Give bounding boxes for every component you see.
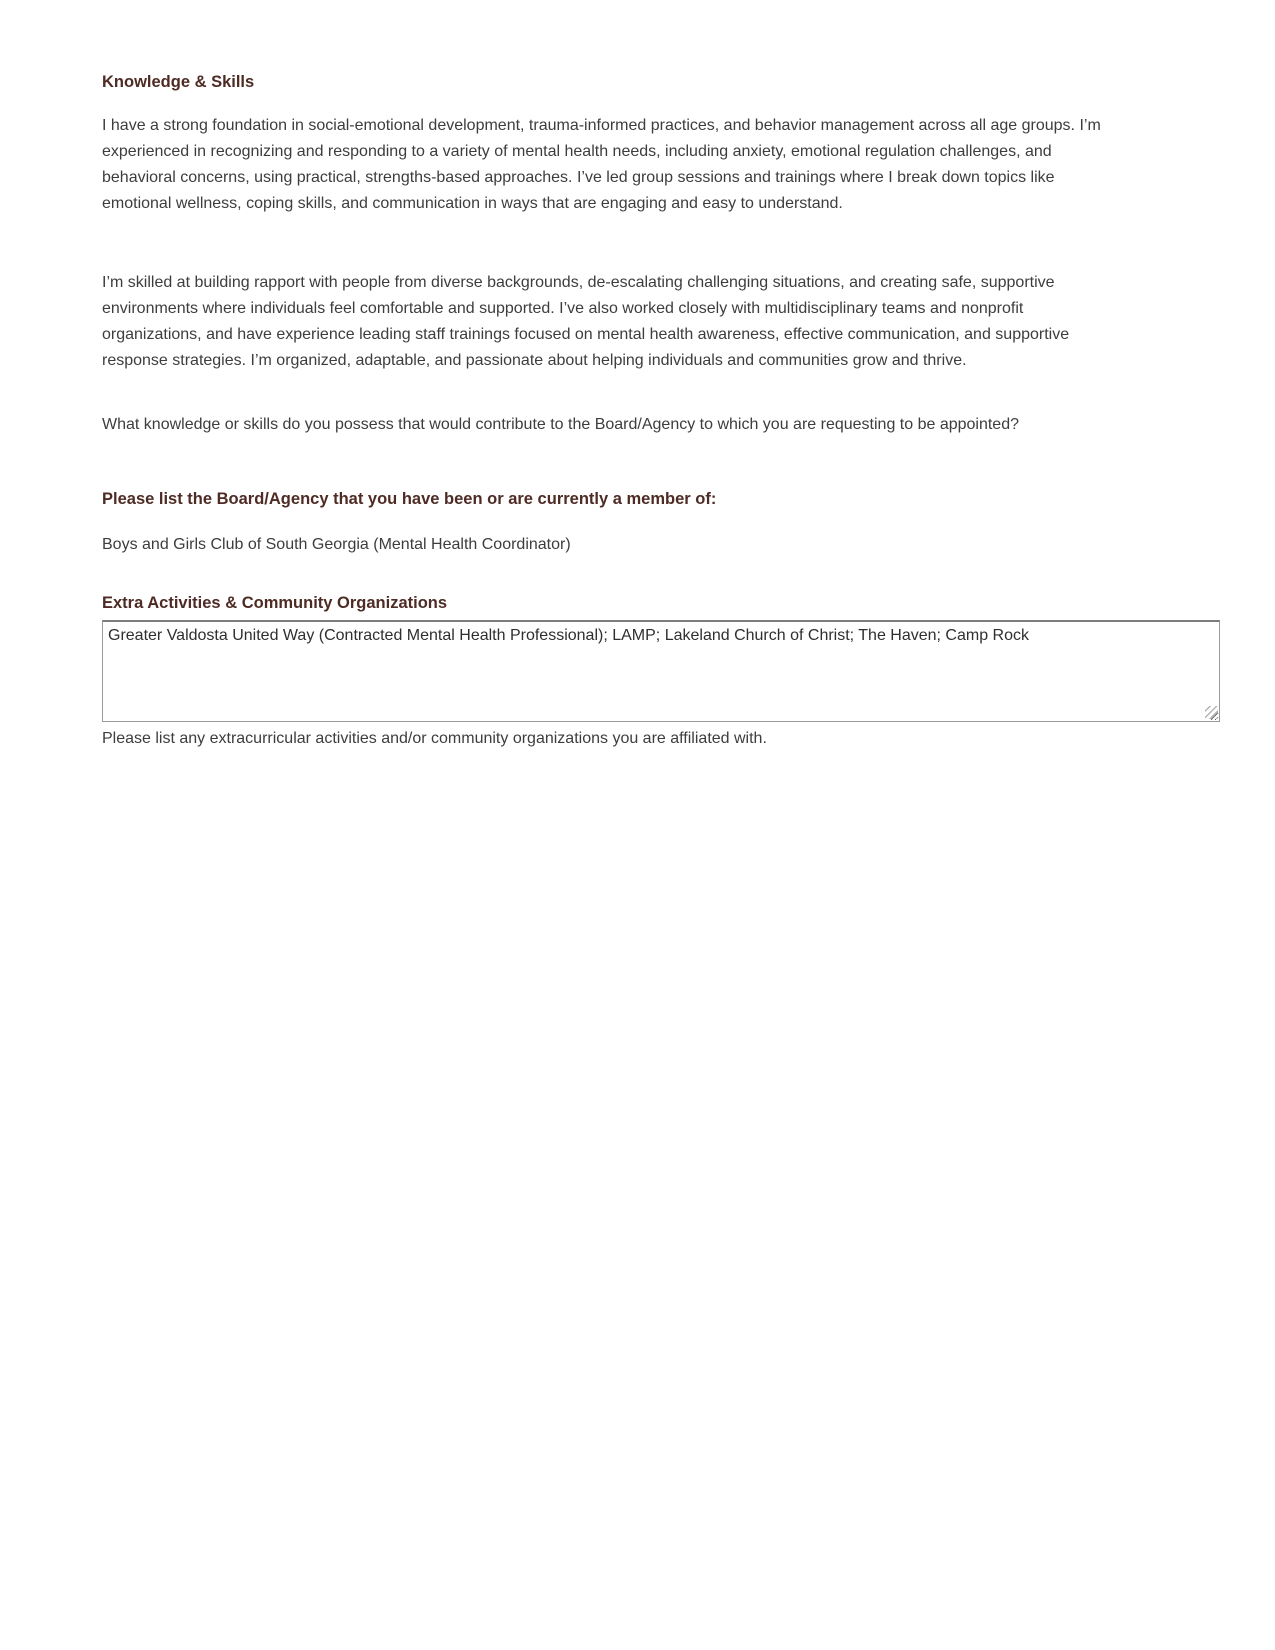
extra-activities-textarea[interactable]: [102, 620, 1220, 722]
board-agency-value: Boys and Girls Club of South Georgia (Mental Health Coordinator): [102, 536, 571, 553]
extra-activities-heading: Extra Activities & Community Organizations: [102, 594, 448, 612]
board-agency-heading: Please list the Board/Agency that you have been or are currently a member of:: [102, 490, 717, 508]
knowledge-skills-paragraph-2: I’m skilled at building rapport with people from diverse backgrounds, de-escalating challenging situations, and creating safe, supportive environments where individuals feel comfortable and supported. I’ve also worked closely with multidisciplinary teams and nonprofit organizations, and have experience leading staff trainings focused on mental health awareness, effective communication, and supportive response strategies. I’m organized, adaptable, and passionate about helping individuals and communities grow and thrive.: [102, 274, 1070, 369]
knowledge-skills-question: What knowledge or skills do you possess that would contribute to the Board/Agency to which you are requesting to be appointed?: [102, 416, 1019, 433]
knowledge-skills-heading: Knowledge & Skills: [102, 73, 255, 91]
extra-activities-helper-text: Please list any extracurricular activities and/or community organizations you are affiliated with.: [102, 730, 767, 747]
knowledge-skills-paragraph-1: I have a strong foundation in social-emotional development, trauma-informed practices, and behavior management across all age groups. I’m experienced in recognizing and responding to a variety of mental health needs, including anxiety, emotional regulation challenges, and behavioral concerns, using practical, strengths-based approaches. I’ve led group sessions and trainings where I break down topics like emotional wellness, coping skills, and communication in ways that are engaging and easy to understand.: [102, 117, 1101, 212]
